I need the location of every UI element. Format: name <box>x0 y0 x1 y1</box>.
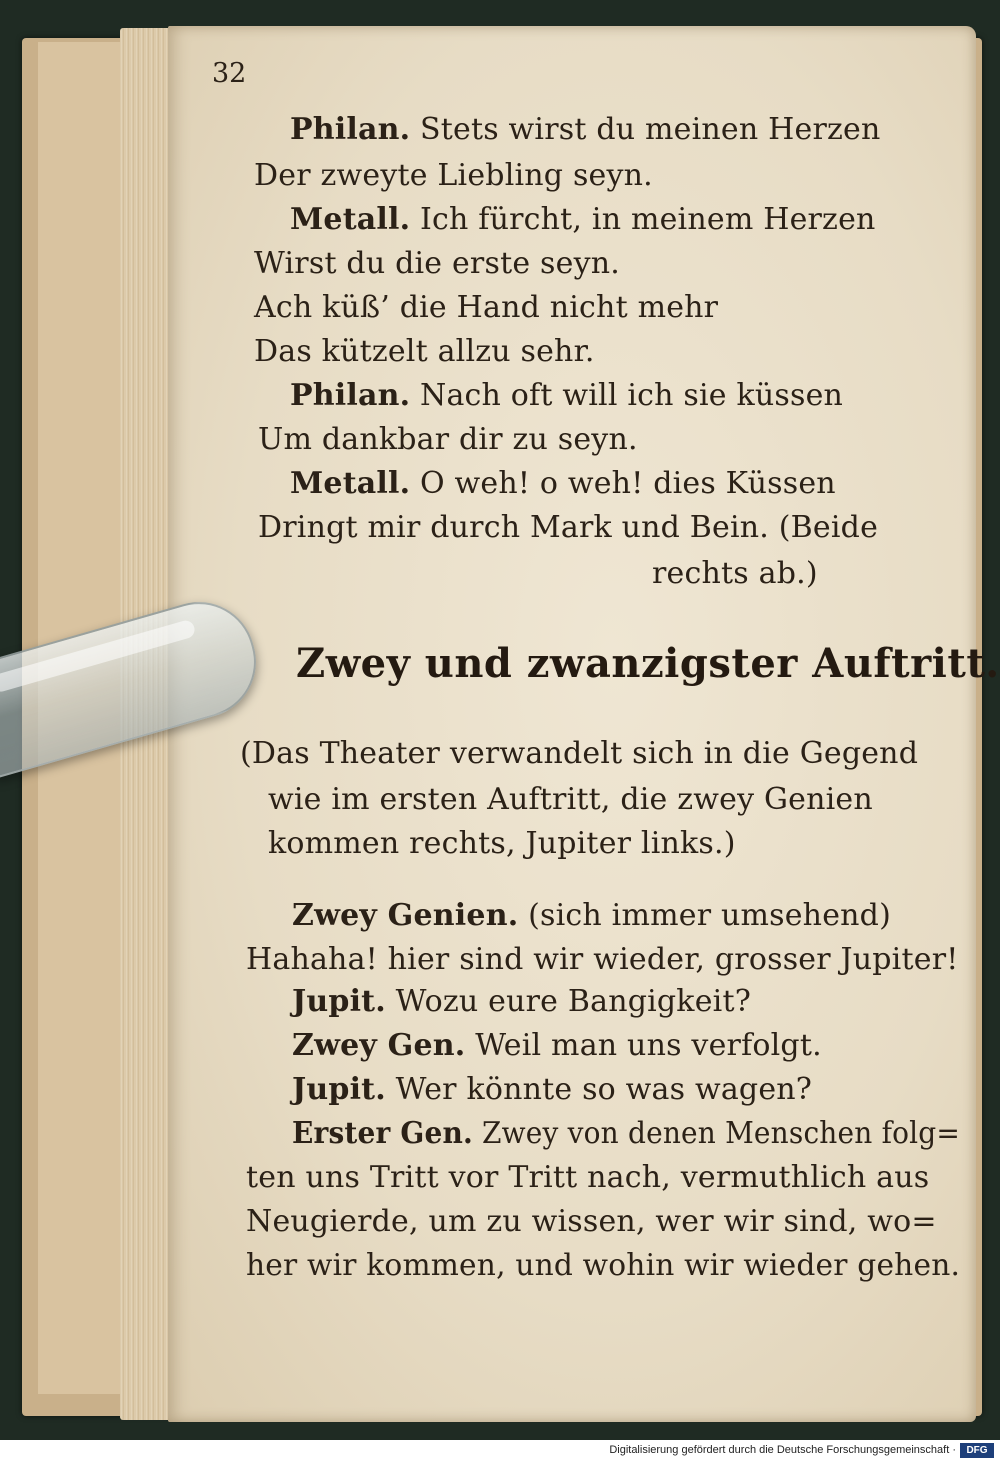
text-line: Neugierde, um zu wissen, wer wir sind, wo= <box>246 1204 937 1239</box>
text-line: ten uns Tritt vor Tritt nach, vermuthlich aus <box>246 1160 930 1195</box>
funding-credit: Digitalisierung gefördert durch die Deutsche Forschungsgemeinschaft · <box>609 1444 956 1456</box>
speaker-name: Zwey Genien. <box>292 898 519 933</box>
text-line: Das kützelt allzu sehr. <box>254 334 595 369</box>
text-line: Dringt mir durch Mark und Bein. (Beide <box>258 510 879 545</box>
text-line: Jupit. Wer könnte so was wagen? <box>292 1072 813 1107</box>
text-line: rechts ab.) <box>652 556 818 591</box>
speaker-name: Philan. <box>290 112 411 147</box>
text-line: Zwey Genien. (sich immer umsehend) <box>292 898 891 933</box>
text-line: wie im ersten Auftritt, die zwey Genien <box>268 782 873 817</box>
text-line: Philan. Stets wirst du meinen Herzen <box>290 112 881 147</box>
dfg-logo: DFG <box>960 1443 994 1458</box>
text-line: Ach küß’ die Hand nicht mehr <box>254 290 719 325</box>
text-line: Erster Gen. Zwey von denen Menschen folg= <box>292 1116 961 1151</box>
text-line: Um dankbar dir zu seyn. <box>258 422 638 457</box>
speaker-name: Philan. <box>290 378 411 413</box>
text-line: Philan. Nach oft will ich sie küssen <box>290 378 844 413</box>
speaker-name: Jupit. <box>292 984 386 1019</box>
text-line: Metall. Ich fürcht, in meinem Herzen <box>290 202 876 237</box>
text-line: Jupit. Wozu eure Bangigkeit? <box>292 984 751 1019</box>
text-line: Wirst du die erste seyn. <box>254 246 620 281</box>
text-line: Metall. O weh! o weh! dies Küssen <box>290 466 836 501</box>
footer-bar <box>0 1440 1000 1462</box>
scene-heading: Zwey und zwanzigster Auftritt. <box>296 640 1000 687</box>
text-line: Zwey Gen. Weil man uns verfolgt. <box>292 1028 822 1063</box>
text-line: her wir kommen, und wohin wir wieder gehen. <box>246 1248 961 1283</box>
text-line: kommen rechts, Jupiter links.) <box>268 826 736 861</box>
speaker-name: Jupit. <box>292 1072 386 1107</box>
text-line: (Das Theater verwandelt sich in die Gegend <box>240 736 919 771</box>
speaker-name: Zwey Gen. <box>292 1028 466 1063</box>
speaker-name: Metall. <box>290 202 411 237</box>
page-number: 32 <box>212 58 247 89</box>
text-line: Hahaha! hier sind wir wieder, grosser Jupiter! <box>246 942 959 977</box>
speaker-name: Metall. <box>290 466 411 501</box>
speaker-name: Erster Gen. <box>292 1116 473 1151</box>
text-line: Der zweyte Liebling seyn. <box>254 158 653 193</box>
